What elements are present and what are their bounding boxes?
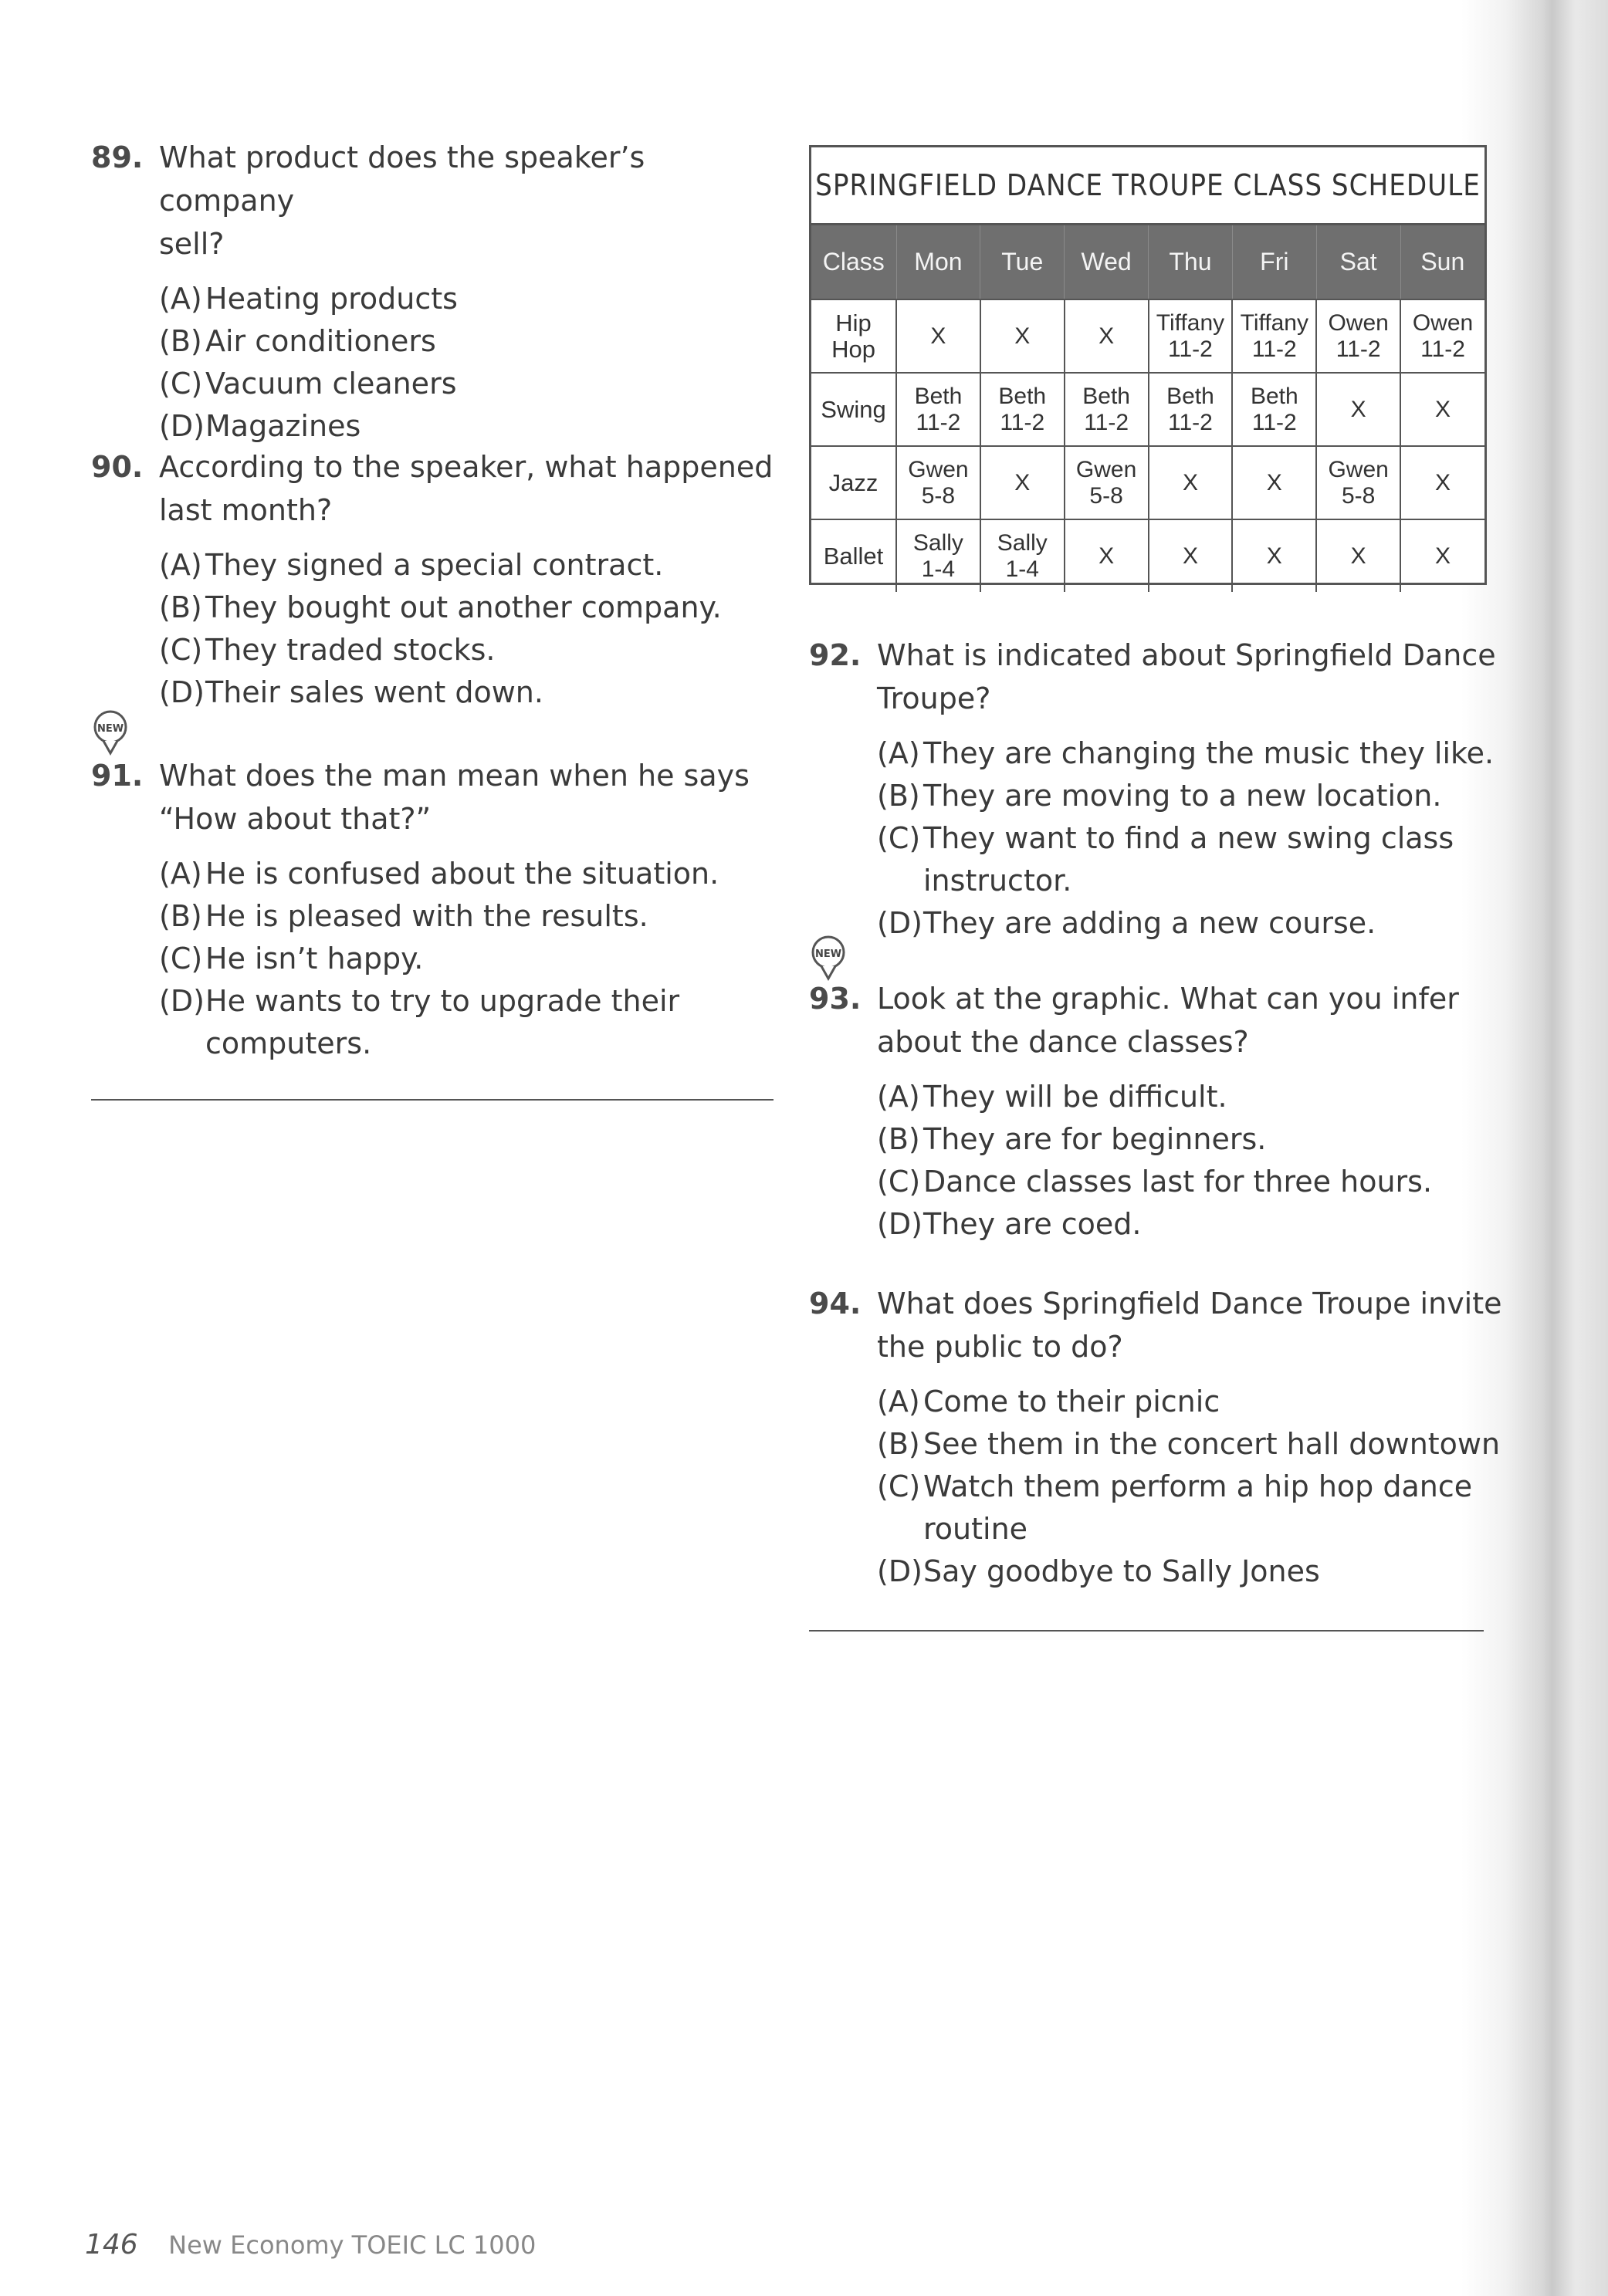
- schedule-cell: X: [980, 446, 1065, 519]
- answer-option[interactable]: (A) He is confused about the situation.: [159, 857, 719, 891]
- class-name-cell: Jazz: [811, 446, 896, 519]
- schedule-cell: Gwen 5-8: [1316, 446, 1400, 519]
- answer-options: [877, 732, 1504, 945]
- class-name-cell: Swing: [811, 373, 896, 446]
- schedule-row-jazz: [811, 446, 1484, 519]
- schedule-cell: X: [1400, 446, 1484, 519]
- answer-options: [877, 1381, 1504, 1593]
- schedule-cell: Beth 11-2: [1149, 373, 1233, 446]
- section-divider: [91, 1099, 774, 1101]
- answer-option[interactable]: (D) They are adding a new course.: [877, 906, 1376, 940]
- question-number: 93.: [809, 982, 862, 1016]
- answer-option[interactable]: (D) Say goodbye to Sally Jones: [877, 1554, 1320, 1588]
- page-footer: [85, 2229, 536, 2260]
- answer-options: [877, 1076, 1504, 1246]
- answer-option[interactable]: (A) They are changing the music they like.: [877, 736, 1495, 770]
- answer-option[interactable]: (D) He wants to try to upgrade their computers.: [159, 984, 680, 1060]
- schedule-cell: X: [1149, 446, 1233, 519]
- answer-option[interactable]: (D) Magazines: [159, 409, 361, 443]
- header-cell: Tue: [980, 225, 1065, 299]
- answer-options: [159, 278, 786, 448]
- question-91: [91, 754, 786, 1065]
- answer-option[interactable]: (C) Vacuum cleaners: [159, 367, 457, 401]
- answer-option[interactable]: (A) Heating products: [159, 282, 458, 316]
- answer-option[interactable]: (B) He is pleased with the results.: [159, 899, 648, 933]
- question-90: [91, 445, 786, 714]
- schedule-cell: Tiffany 11-2: [1149, 299, 1233, 373]
- answer-options: [159, 544, 786, 714]
- schedule-cell: X: [1316, 373, 1400, 446]
- schedule-row-ballet: [811, 519, 1484, 592]
- new-badge-label: NEW: [814, 948, 842, 960]
- schedule-header-row: [811, 225, 1484, 299]
- header-cell: Mon: [896, 225, 980, 299]
- answer-option[interactable]: (A) Come to their picnic: [877, 1385, 1220, 1419]
- question-number: 91.: [91, 759, 144, 793]
- question-number: 92.: [809, 638, 862, 672]
- question-89: [91, 136, 786, 448]
- answer-option[interactable]: (A) They will be difficult.: [877, 1080, 1227, 1114]
- schedule-cell: Beth 11-2: [1232, 373, 1316, 446]
- question-93: [809, 977, 1504, 1246]
- schedule-cell: X: [1232, 519, 1316, 592]
- header-cell: Thu: [1149, 225, 1233, 299]
- schedule-cell: X: [1316, 519, 1400, 592]
- answer-option[interactable]: (A) They signed a special contract.: [159, 548, 664, 582]
- class-name-cell: Hip Hop: [811, 299, 896, 373]
- schedule-cell: Owen 11-2: [1400, 299, 1484, 373]
- question-stem: Look at the graphic. What can you infer about the dance classes?: [877, 982, 1459, 1059]
- schedule-cell: Gwen 5-8: [1065, 446, 1149, 519]
- schedule-grid: [811, 225, 1484, 592]
- schedule-cell: Sally 1-4: [980, 519, 1065, 592]
- answer-option[interactable]: (B) They bought out another company.: [159, 590, 722, 624]
- question-number: 90.: [91, 450, 144, 484]
- question-stem: What does Springfield Dance Troupe invite the public to do?: [877, 1287, 1502, 1364]
- question-94: [809, 1282, 1504, 1593]
- class-schedule-table: [809, 145, 1487, 585]
- answer-options: [159, 853, 786, 1065]
- schedule-cell: Beth 11-2: [980, 373, 1065, 446]
- answer-option[interactable]: (B) See them in the concert hall downtown: [877, 1427, 1501, 1461]
- answer-option[interactable]: (D) Their sales went down.: [159, 675, 543, 709]
- answer-option[interactable]: (C) Watch them perform a hip hop dance routine: [877, 1469, 1473, 1546]
- schedule-cell: X: [1400, 519, 1484, 592]
- question-92: [809, 634, 1504, 945]
- answer-option[interactable]: (C) They want to find a new swing class instructor.: [877, 821, 1454, 898]
- schedule-cell: X: [980, 299, 1065, 373]
- schedule-cell: X: [1400, 373, 1484, 446]
- question-stem: According to the speaker, what happened last month?: [159, 450, 774, 527]
- schedule-cell: Beth 11-2: [1065, 373, 1149, 446]
- question-stem: What is indicated about Springfield Dance Troupe?: [877, 638, 1496, 715]
- header-cell: Fri: [1232, 225, 1316, 299]
- header-cell: Sun: [1400, 225, 1484, 299]
- header-cell: Sat: [1316, 225, 1400, 299]
- answer-option[interactable]: (C) Dance classes last for three hours.: [877, 1165, 1433, 1199]
- question-number: 94.: [809, 1287, 862, 1320]
- schedule-cell: X: [1065, 519, 1149, 592]
- schedule-title: SPRINGFIELD DANCE TROUPE CLASS SCHEDULE: [811, 147, 1484, 225]
- question-number: 89.: [91, 140, 144, 174]
- section-divider: [809, 1630, 1484, 1632]
- answer-option[interactable]: (D) They are coed.: [877, 1207, 1142, 1241]
- header-cell: Wed: [1065, 225, 1149, 299]
- schedule-cell: X: [896, 299, 980, 373]
- schedule-cell: X: [1149, 519, 1233, 592]
- schedule-cell: Gwen 5-8: [896, 446, 980, 519]
- answer-option[interactable]: (C) He isn’t happy.: [159, 942, 424, 976]
- answer-option[interactable]: (B) They are for beginners.: [877, 1122, 1267, 1156]
- schedule-cell: X: [1065, 299, 1149, 373]
- new-badge-icon: [91, 708, 130, 756]
- header-cell: Class: [811, 225, 896, 299]
- schedule-cell: X: [1232, 446, 1316, 519]
- new-badge-label: NEW: [96, 723, 124, 735]
- answer-option[interactable]: (B) They are moving to a new location.: [877, 779, 1442, 813]
- book-title: New Economy TOEIC LC 1000: [168, 2230, 537, 2260]
- class-name-cell: Ballet: [811, 519, 896, 592]
- answer-option[interactable]: (C) They traded stocks.: [159, 633, 496, 667]
- page-number: 146: [85, 2229, 138, 2260]
- new-badge-icon: [809, 934, 848, 982]
- question-stem: What does the man mean when he says “How about that?”: [159, 759, 750, 836]
- schedule-cell: Tiffany 11-2: [1232, 299, 1316, 373]
- question-stem: What product does the speaker’s company sell?: [159, 140, 645, 261]
- schedule-row-hip-hop: [811, 299, 1484, 373]
- schedule-cell: Beth 11-2: [896, 373, 980, 446]
- schedule-row-swing: [811, 373, 1484, 446]
- schedule-cell: Owen 11-2: [1316, 299, 1400, 373]
- schedule-cell: Sally 1-4: [896, 519, 980, 592]
- answer-option[interactable]: (B) Air conditioners: [159, 324, 436, 358]
